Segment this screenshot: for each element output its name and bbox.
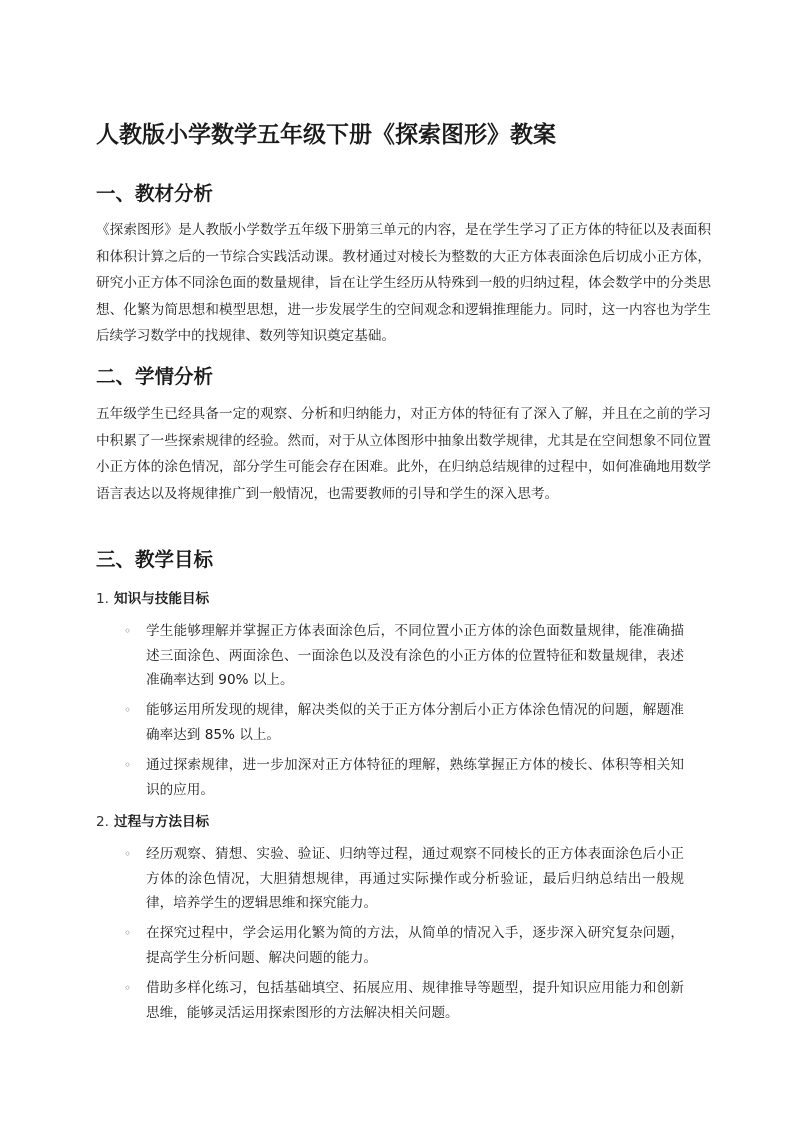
goal-number: 1. — [96, 591, 109, 607]
bullet-icon: ◦ — [124, 703, 132, 717]
list-item-text: 通过探索规律，进一步加深对正方体特征的理解，熟练掌握正方体的棱长、体积等相关知识的应用。 — [146, 757, 684, 798]
goal-heading-knowledge — [96, 586, 209, 612]
bullet-icon: ◦ — [124, 847, 132, 861]
section-heading-students: 二、学情分析 — [96, 365, 214, 388]
list-item — [124, 619, 684, 693]
section-paragraph-students: 五年级学生已经具备一定的观察、分析和归纳能力，对正方体的特征有了深入了解，并且在之前的学习中积累了一些探索规律的经验。然而，对于从立体图形中抽象出数学规律，尤其是在空间想象不同位置小正方体的涂色情况，部分学生可能会存在困难。此外，在归纳总结规律的过程中，如何准确地用数学语言表达以及将规律推广到一般情况，也需要教师的引导和学生的深入思考。 — [96, 406, 711, 502]
list-item — [124, 842, 684, 916]
bullet-icon: ◦ — [124, 624, 132, 638]
section-heading-materials: 一、教材分析 — [96, 182, 214, 205]
list-item-text: 能够运用所发现的规律，解决类似的关于正方体分割后小正方体涂色情况的问题，解题准确率达到 85% 以上。 — [146, 702, 684, 743]
goal-title: 过程与方法目标 — [114, 814, 210, 830]
list-item-text: 学生能够理解并掌握正方体表面涂色后，不同位置小正方体的涂色面数量规律，能准确描述三面涂色、两面涂色、一面涂色以及没有涂色的小正方体的位置特征和数量规律，表述准确率达到 90% 以上。 — [146, 623, 684, 688]
bullet-icon: ◦ — [124, 926, 132, 940]
list-item-text: 借助多样化练习，包括基础填空、拓展应用、规律推导等题型，提升知识应用能力和创新思维，能够灵活运用探索图形的方法解决相关问题。 — [146, 980, 684, 1021]
list-item-text: 在探究过程中，学会运用化繁为简的方法，从简单的情况入手，逐步深入研究复杂问题，提高学生分析问题、解决问题的能力。 — [146, 925, 684, 966]
bullet-icon: ◦ — [124, 758, 132, 772]
list-item-text: 经历观察、猜想、实验、验证、归纳等过程，通过观察不同棱长的正方体表面涂色后小正方体的涂色情况，大胆猜想规律，再通过实际操作或分析验证，最后归纳总结出一般规律，培养学生的逻辑思维和探究能力。 — [146, 846, 684, 911]
goal-heading-process — [96, 809, 209, 835]
goal-number: 2. — [96, 814, 109, 830]
goal-title: 知识与技能目标 — [114, 591, 210, 607]
list-item — [124, 921, 684, 970]
bullet-icon: ◦ — [124, 981, 132, 995]
section-paragraph-materials: 《探索图形》是人教版小学数学五年级下册第三单元的内容，是在学生学习了正方体的特征以及表面积和体积计算之后的一节综合实践活动课。教材通过对棱长为整数的大正方体表面涂色后切成小正方体，研究小正方体不同涂色面的数量规律，旨在让学生经历从特殊到一般的归纳过程，体会数学中的分类思想、化繁为简思想和模型思想，进一步发展学生的空间观念和逻辑推理能力。同时，这一内容也为学生后续学习数学中的找规律、数列等知识奠定基础。 — [96, 222, 711, 344]
list-item — [124, 976, 684, 1025]
list-item — [124, 698, 684, 747]
document-title: 人教版小学数学五年级下册《探索图形》教案 — [96, 122, 556, 148]
list-item — [124, 753, 684, 802]
section-heading-objectives: 三、教学目标 — [96, 548, 214, 571]
